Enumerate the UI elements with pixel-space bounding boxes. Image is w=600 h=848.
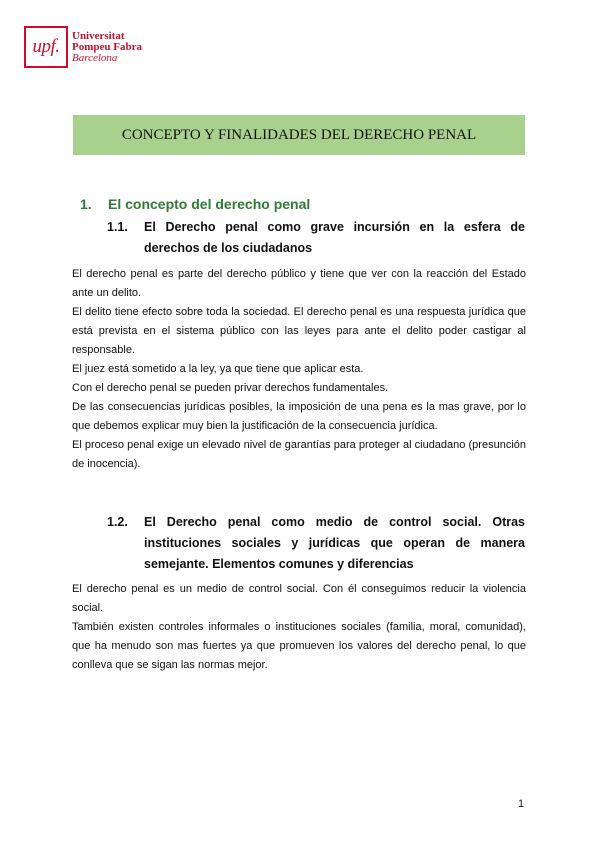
paragraph: El juez está sometido a la ley, ya que tiene que aplicar esta.: [72, 363, 364, 375]
subsection-1-2-number: 1.2.: [107, 515, 128, 529]
subsection-1-2-title: El Derecho penal como medio de control social. Otras instituciones sociales y jurídicas que operan de manera semejante. Elementos comunes y diferencias: [144, 515, 525, 571]
logo-wordmark: [72, 31, 142, 64]
logo-line-1: Universitat: [72, 29, 125, 42]
paragraph: El delito tiene efecto sobre toda la sociedad. El derecho penal es una respuesta jurídica que está prevista en el sistema público con las leyes para ante el delito poder castigar al responsable.: [72, 306, 526, 356]
paragraph: De las consecuencias jurídicas posibles, la imposición de una pena es la mas grave, por lo que debemos explicar muy bien la justificación de la consecuencia jurídica.: [72, 401, 526, 432]
paragraph: El derecho penal es un medio de control social. Con él conseguimos reducir la violencia social.: [72, 583, 526, 614]
page-number: 1: [518, 798, 525, 810]
subsection-1-1-number: 1.1.: [107, 220, 128, 234]
university-logo: [24, 26, 142, 68]
paragraph: También existen controles informales o instituciones sociales (familia, moral, comunidad), que ha menudo son mas fuertes ya que promueven los valores del derecho penal, lo que conlleva que se sigan las normas mejor.: [72, 621, 526, 671]
paragraph: El proceso penal exige un elevado nivel de garantías para proteger al ciudadano (presunción de inocencia).: [72, 439, 526, 470]
subsection-1-1-heading: [107, 217, 525, 259]
section-1-title: El concepto del derecho penal: [108, 196, 311, 212]
logo-line-2: Pompeu Fabra: [72, 40, 142, 53]
subsection-1-1-body: [72, 265, 526, 474]
section-1-heading: [80, 196, 310, 212]
subsection-1-2-heading: [107, 512, 525, 575]
paragraph: El derecho penal es parte del derecho público y tiene que ver con la reacción del Estado ante un delito.: [72, 268, 526, 299]
document-title: CONCEPTO Y FINALIDADES DEL DERECHO PENAL: [121, 126, 477, 143]
document-title-banner: [73, 115, 525, 155]
subsection-1-2-body: [72, 580, 526, 675]
logo-mark-text: upf.: [32, 36, 60, 57]
upf-logo-mark: [24, 26, 68, 68]
paragraph: Con el derecho penal se pueden privar derechos fundamentales.: [72, 382, 389, 394]
logo-line-3: Barcelona: [72, 51, 118, 64]
subsection-1-1-title: El Derecho penal como grave incursión en la esfera de derechos de los ciudadanos: [144, 220, 525, 255]
section-1-number: 1.: [80, 196, 92, 212]
